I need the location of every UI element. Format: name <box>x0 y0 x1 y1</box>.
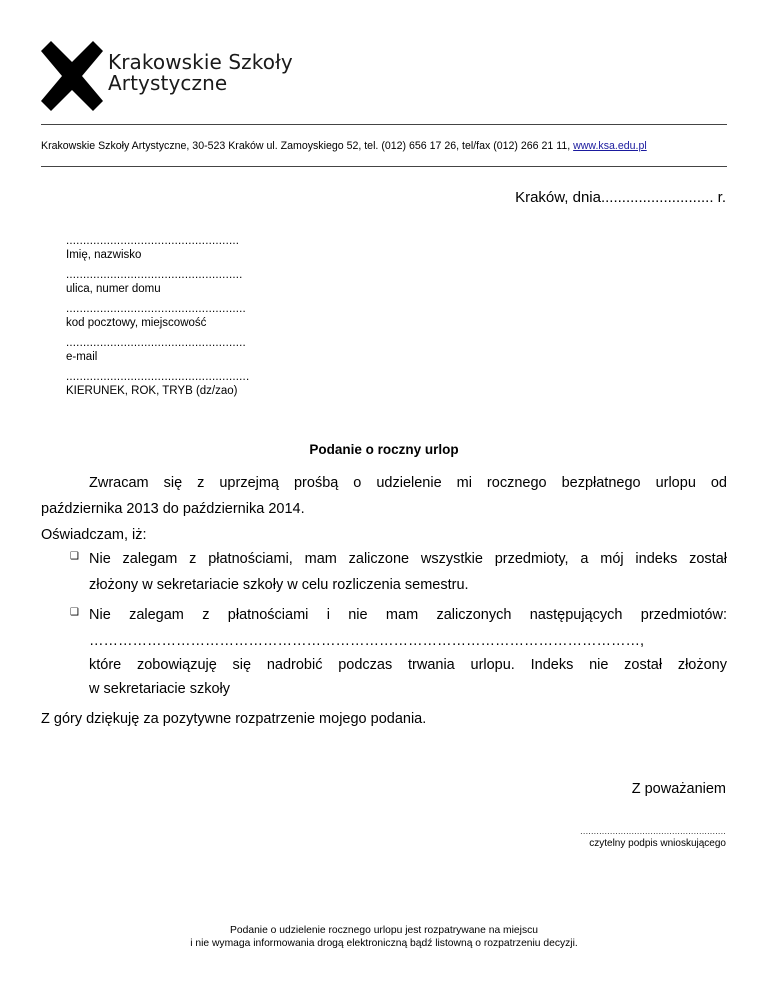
option-2-checkbox[interactable]: ❑ <box>70 607 79 618</box>
option-2-subjects-dots[interactable]: ……………………………………………………………………………………………………, <box>89 633 645 649</box>
field-email <box>66 336 246 364</box>
footer-line-1: Podanie o udzielenie rocznego urlopu jest rozpatrywane na miejscu <box>230 925 538 936</box>
field-program <box>66 370 249 398</box>
intro-line-2: października 2013 do października 2014. <box>41 501 305 517</box>
field-email-label: e-mail <box>66 351 98 363</box>
field-name-dots[interactable]: ................................................... <box>66 235 240 247</box>
kss-cross-logo-icon <box>41 41 103 111</box>
logo-line-2: Artystyczne <box>108 71 228 95</box>
field-postal-label: kod pocztowy, miejscowość <box>66 317 207 329</box>
intro-line-1: Zwracam się z uprzejmą prośbą o udzielenie mi rocznego bezpłatnego urlopu od <box>89 475 727 491</box>
logo-wordmark <box>108 52 293 94</box>
footer-line-2: i nie wymaga informowania drogą elektroniczną bądź listowną o rozpatrzeniu decyzji. <box>190 938 578 949</box>
header-bottom-rule <box>41 166 727 167</box>
field-postal-dots[interactable]: ..................................................... <box>66 303 246 315</box>
header-top-rule <box>41 124 727 125</box>
option-1-checkbox[interactable]: ❑ <box>70 551 79 562</box>
regards-text: Z poważaniem <box>631 781 726 797</box>
field-postal <box>66 302 246 330</box>
header-contact-info: Krakowskie Szkoły Artystyczne, 30-523 Kraków ul. Zamoyskiego 52, tel. (012) 656 17 26, tel/fax (012) 266 21 11, <box>41 140 574 152</box>
field-program-label: KIERUNEK, ROK, TRYB (dz/zao) <box>66 385 238 397</box>
field-program-dots[interactable]: ...................................................... <box>66 371 250 383</box>
field-email-dots[interactable]: ..................................................... <box>66 337 246 349</box>
field-name-label: Imię, nazwisko <box>66 249 142 261</box>
option-1-line-2: złożony w sekretariacie szkoły w celu rozliczenia semestru. <box>89 577 469 593</box>
declaration-label: Oświadczam, iż: <box>41 527 147 543</box>
signature-dots[interactable]: ...................................................... <box>580 826 726 836</box>
option-2-line-3: które zobowiązuję się nadrobić podczas trwania urlopu. Indeks nie został złożony <box>89 657 727 673</box>
option-2-line-4: w sekretariacie szkoły <box>89 681 231 697</box>
option-2-line-1: Nie zalegam z płatnościami i nie mam zaliczonych następujących przedmiotów: <box>89 607 727 623</box>
field-street-dots[interactable]: .................................................... <box>66 269 243 281</box>
date-line: Kraków, dnia........................... r. <box>515 189 726 206</box>
header-contact-line <box>41 140 647 152</box>
option-1-line-1: Nie zalegam z płatnościami, mam zaliczone wszystkie przedmioty, a mój indeks został <box>89 551 727 567</box>
signature-label: czytelny podpis wnioskującego <box>589 838 726 849</box>
website-link[interactable]: www.ksa.edu.pl <box>573 140 647 152</box>
footer-note <box>0 924 768 950</box>
field-street <box>66 268 243 296</box>
field-name <box>66 234 239 262</box>
logo-line-1: Krakowskie Szkoły <box>108 50 293 74</box>
document-title: Podanie o roczny urlop <box>309 442 459 457</box>
field-street-label: ulica, numer domu <box>66 283 161 295</box>
thanks-line: Z góry dziękuję za pozytywne rozpatrzenie mojego podania. <box>41 711 427 727</box>
